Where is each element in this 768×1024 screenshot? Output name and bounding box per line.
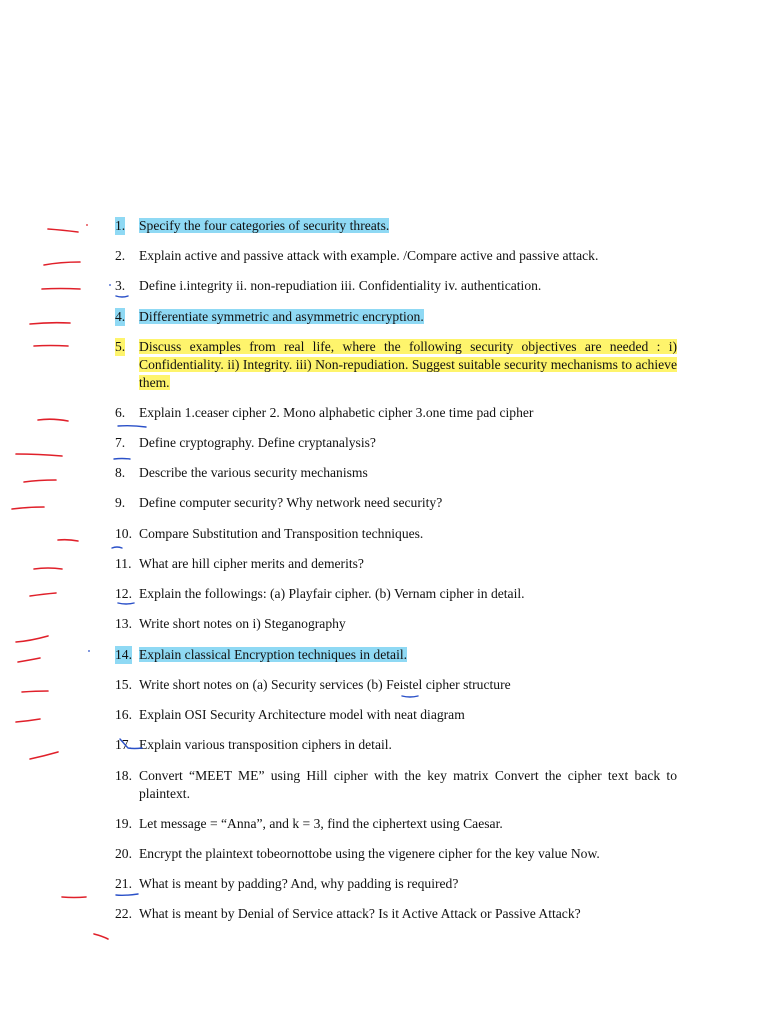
question-item bbox=[115, 525, 677, 543]
question-number: 9. bbox=[115, 495, 126, 510]
question-number: 6. bbox=[115, 405, 126, 420]
question-item bbox=[115, 494, 677, 512]
question-text: Describe the various security mechanisms bbox=[139, 465, 368, 480]
question-text: Define cryptography. Define cryptanalysis? bbox=[139, 435, 376, 450]
question-number: 22. bbox=[115, 906, 132, 921]
question-text: Explain the followings: (a) Playfair cipher. (b) Vernam cipher in detail. bbox=[139, 586, 525, 601]
question-text: Encrypt the plaintext tobeornottobe using the vigenere cipher for the key value Now. bbox=[139, 846, 600, 861]
question-text: Discuss examples from real life, where the following security objectives are needed : i) Confidentiality. ii) Integrity. iii) Non-repudiation. Suggest suitable security mechanisms to achieve them. bbox=[139, 339, 677, 390]
question-number: 5. bbox=[115, 339, 126, 354]
question-item bbox=[115, 555, 677, 573]
question-number: 3. bbox=[115, 278, 126, 293]
question-number: 7. bbox=[115, 435, 126, 450]
question-number: 18. bbox=[115, 768, 132, 783]
question-item bbox=[115, 217, 677, 235]
question-number: 2. bbox=[115, 248, 126, 263]
question-number: 16. bbox=[115, 707, 132, 722]
question-item bbox=[115, 615, 677, 633]
question-text: Differentiate symmetric and asymmetric encryption. bbox=[139, 309, 424, 324]
question-text: What is meant by Denial of Service attack? Is it Active Attack or Passive Attack? bbox=[139, 906, 581, 921]
question-item bbox=[115, 875, 677, 893]
question-number: 15. bbox=[115, 677, 132, 692]
question-text: Write short notes on (a) Security services (b) Feistel cipher structure bbox=[139, 677, 511, 692]
question-number: 12. bbox=[115, 586, 132, 601]
question-text: Let message = “Anna”, and k = 3, find the ciphertext using Caesar. bbox=[139, 816, 503, 831]
question-item bbox=[115, 676, 677, 694]
question-text: Compare Substitution and Transposition techniques. bbox=[139, 526, 424, 541]
question-text: Define i.integrity ii. non-repudiation iii. Confidentiality iv. authentication. bbox=[139, 278, 542, 293]
question-number: 19. bbox=[115, 816, 132, 831]
question-item bbox=[115, 905, 677, 923]
question-text: Explain classical Encryption techniques in detail. bbox=[139, 647, 408, 662]
question-text: Explain active and passive attack with example. /Compare active and passive attack. bbox=[139, 248, 599, 263]
question-text: What is meant by padding? And, why padding is required? bbox=[139, 876, 459, 891]
question-text: Define computer security? Why network need security? bbox=[139, 495, 443, 510]
question-number: 11. bbox=[115, 556, 132, 571]
question-number: 4. bbox=[115, 309, 126, 324]
question-text: Explain various transposition ciphers in detail. bbox=[139, 737, 392, 752]
question-item bbox=[115, 585, 677, 603]
question-number: 10. bbox=[115, 526, 132, 541]
question-number: 17. bbox=[115, 737, 132, 752]
question-item bbox=[115, 404, 677, 422]
question-number: 21. bbox=[115, 876, 132, 891]
question-item bbox=[115, 767, 677, 803]
question-item bbox=[115, 247, 677, 265]
question-item bbox=[115, 706, 677, 724]
question-text: Explain OSI Security Architecture model with neat diagram bbox=[139, 707, 465, 722]
question-text: Write short notes on i) Steganography bbox=[139, 616, 346, 631]
question-item bbox=[115, 308, 677, 326]
question-text: What are hill cipher merits and demerits? bbox=[139, 556, 364, 571]
question-text: Explain 1.ceaser cipher 2. Mono alphabetic cipher 3.one time pad cipher bbox=[139, 405, 534, 420]
question-number: 13. bbox=[115, 616, 132, 631]
question-number: 14. bbox=[115, 647, 132, 662]
question-item bbox=[115, 277, 677, 295]
question-item bbox=[115, 845, 677, 863]
question-item bbox=[115, 434, 677, 452]
question-text: Specify the four categories of security threats. bbox=[139, 218, 390, 233]
question-item bbox=[115, 646, 677, 664]
question-number: 20. bbox=[115, 846, 132, 861]
question-text: Convert “MEET ME” using Hill cipher with the key matrix Convert the cipher text back to plaintext. bbox=[139, 768, 677, 801]
question-number: 1. bbox=[115, 218, 126, 233]
question-number: 8. bbox=[115, 465, 126, 480]
question-item bbox=[115, 338, 677, 392]
question-item bbox=[115, 736, 677, 754]
question-item bbox=[115, 464, 677, 482]
question-item bbox=[115, 815, 677, 833]
